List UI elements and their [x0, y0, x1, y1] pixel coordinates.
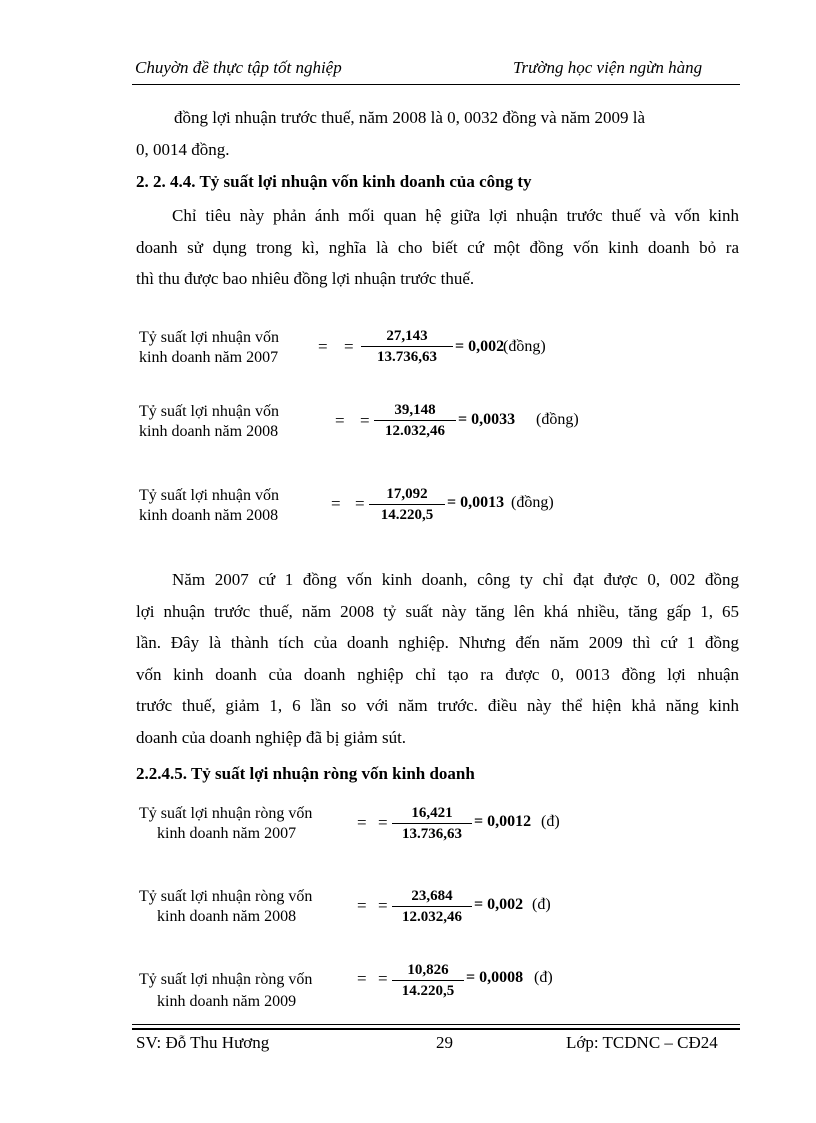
- analysis-line-2: lợi nhuận trước thuế, năm 2008 tỷ suất này tăng lên khá nhiều, tăng gấp 1, 65: [136, 601, 739, 621]
- formula-unit: (đồng): [536, 411, 579, 428]
- formula-unit: (đồng): [503, 338, 546, 355]
- section1-line-1: Chỉ tiêu này phản ánh mối quan hệ giữa lợi nhuận trước thuế và vốn kinh: [172, 206, 739, 225]
- analysis-line-3: lần. Đây là thành tích của doanh nghiệp. Nhưng đến năm 2009 thì cứ 1 đồng: [136, 633, 739, 652]
- section-heading-4-4: 2. 2. 4.4. Tỷ suất lợi nhuận vốn kinh doanh của công ty: [136, 172, 532, 191]
- fraction-numerator: 23,684: [392, 886, 472, 907]
- section-heading-4-5: 2.2.4.5. Tỷ suất lợi nhuận ròng vốn kinh doanh: [136, 764, 475, 783]
- analysis-paragraph: [136, 564, 739, 753]
- fraction-denominator: 12.032,46: [402, 909, 462, 925]
- analysis-line-5: trước thuế, giảm 1, 6 lần so với năm trước. điều này thể hiện khả năng kinh: [136, 696, 739, 715]
- equals-sign: =: [331, 494, 341, 513]
- fraction-denominator: 13.736,63: [402, 826, 462, 842]
- formula-unit: (đ): [541, 813, 560, 830]
- equals-sign: =: [378, 813, 388, 832]
- formula-result: = 0,002: [474, 896, 524, 913]
- section1-line-3: thì thu được bao nhiêu đồng lợi nhuận trước thuế.: [136, 269, 475, 288]
- footer-student-name: SV: Đỗ Thu Hương: [136, 1033, 270, 1052]
- formula-label-line-2: kinh doanh năm 2008: [139, 423, 279, 440]
- formula-label-line-1: Tỷ suất lợi nhuận vốn: [139, 329, 279, 346]
- formula-unit: (đ): [534, 969, 553, 986]
- formula-result: = 0,0008: [466, 969, 524, 986]
- formula-label-line-2: kinh doanh năm 2008: [139, 507, 279, 524]
- formula-label-line-1: Tỷ suất lợi nhuận vốn: [139, 403, 279, 420]
- formula-label-line-2: kinh doanh năm 2008: [157, 908, 297, 925]
- intro-line-1: đồng lợi nhuận trước thuế, năm 2008 là 0, 0032 đồng và năm 2009 là: [174, 108, 646, 127]
- formula-label-line-2: kinh doanh năm 2009: [157, 993, 297, 1010]
- formula-result: = 0,002: [455, 338, 505, 355]
- equals-sign: =: [357, 896, 367, 915]
- fraction-numerator: 17,092: [369, 484, 445, 505]
- fraction-denominator: 14.220,5: [380, 507, 434, 523]
- fraction-denominator: 14.220,5: [401, 983, 455, 999]
- formula-result: = 0,0013: [447, 494, 505, 511]
- equals-sign: =: [360, 411, 370, 430]
- fraction: [374, 400, 456, 441]
- equals-sign: =: [355, 494, 365, 513]
- page-number: 29: [436, 1033, 453, 1052]
- header-rule: [132, 84, 740, 85]
- equals-sign: =: [335, 411, 345, 430]
- fraction-numerator: 27,143: [361, 326, 453, 347]
- equals-sign: =: [318, 337, 328, 356]
- equals-sign: =: [357, 813, 367, 832]
- equals-sign: =: [357, 969, 367, 988]
- equals-sign: =: [378, 896, 388, 915]
- fraction: [392, 960, 464, 1001]
- footer-rule-top: [132, 1024, 740, 1025]
- analysis-line-1: Năm 2007 cứ 1 đồng vốn kinh doanh, công ty chỉ đạt được 0, 002 đồng: [172, 570, 739, 589]
- fraction-numerator: 10,826: [392, 960, 464, 981]
- fraction-numerator: 16,421: [392, 803, 472, 824]
- intro-line-2: 0, 0014 đồng.: [136, 139, 230, 159]
- formula-unit: (đ): [532, 896, 551, 913]
- formula-result: = 0,0033: [458, 411, 516, 428]
- formula-unit: (đồng): [511, 494, 554, 511]
- analysis-line-4: vốn kinh doanh của doanh nghiệp chỉ tạo ra được 0, 0013 đồng lợi nhuận: [136, 664, 739, 684]
- formula-result: = 0,0012: [474, 813, 532, 830]
- formula-label-line-2: kinh doanh năm 2007: [157, 825, 297, 842]
- formula-label-line-1: Tỷ suất lợi nhuận vốn: [139, 487, 279, 504]
- header-right-text: Trường học viện ngừn hàng: [513, 58, 703, 77]
- fraction-denominator: 13.736,63: [377, 349, 437, 365]
- fraction-denominator: 12.032,46: [385, 423, 445, 439]
- equals-sign: =: [344, 337, 354, 356]
- fraction: [369, 484, 445, 525]
- formula-label-line-1: Tỷ suất lợi nhuận ròng vốn: [139, 888, 313, 905]
- analysis-line-6: doanh của doanh nghiệp đã bị giảm sút.: [136, 727, 407, 747]
- footer-class: Lớp: TCDNC – CĐ24: [566, 1033, 718, 1052]
- formula-label-line-1: Tỷ suất lợi nhuận ròng vốn: [139, 971, 313, 988]
- fraction: [392, 803, 472, 844]
- header-left-text: Chuyờn đề thực tập tốt nghiệp: [135, 58, 342, 77]
- intro-paragraph: [136, 102, 739, 165]
- footer-rule-bottom: [132, 1028, 740, 1030]
- fraction-numerator: 39,148: [374, 400, 456, 421]
- section1-line-2: doanh sử dụng trong kì, nghĩa là cho biết cứ một đồng vốn kinh doanh bỏ ra: [136, 237, 739, 257]
- section1-paragraph: [136, 200, 739, 295]
- fraction: [392, 886, 472, 927]
- formula-label-line-1: Tỷ suất lợi nhuận ròng vốn: [139, 805, 313, 822]
- formula-label-line-2: kinh doanh năm 2007: [139, 349, 279, 366]
- equals-sign: =: [378, 969, 388, 988]
- fraction: [361, 326, 453, 367]
